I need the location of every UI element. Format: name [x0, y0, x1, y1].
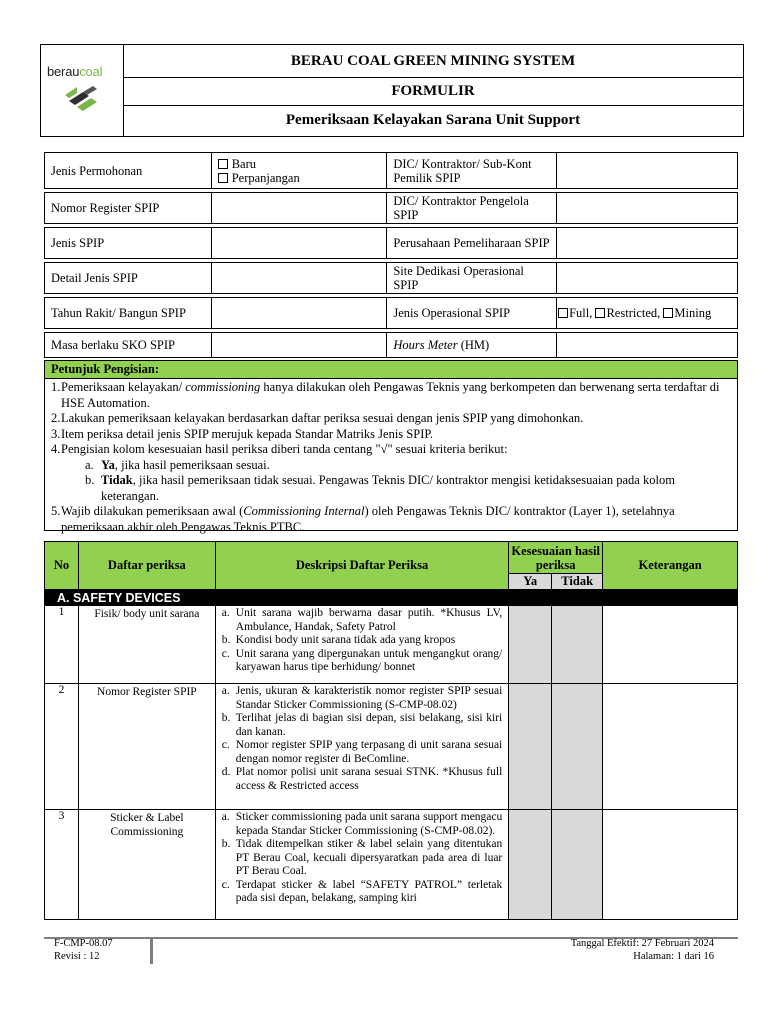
instructions-title: Petunjuk Pengisian:	[45, 361, 737, 379]
checklist-row	[45, 810, 738, 920]
green-mining-logo-icon	[63, 83, 99, 113]
field-tahun-rakit[interactable]	[211, 298, 387, 329]
description-item: b. Kondisi body unit sarana tidak ada yang kropos	[221, 634, 456, 646]
field-hours-meter[interactable]	[557, 333, 738, 358]
cell-tidak[interactable]	[552, 684, 603, 810]
col-header-tidak: Tidak	[552, 574, 603, 590]
form-subtitle: Pemeriksaan Kelayakan Sarana Unit Support	[285, 112, 581, 128]
section-safety-devices: A. SAFETY DEVICES	[45, 590, 738, 606]
instruction-item: 2. Lakukan pemeriksaan kelayakan berdasarkan daftar periksa sesuai dengan jenis SPIP yang dimohonkan.	[51, 411, 584, 425]
description-item: a. Sticker commissioning pada unit sarana support mengacu kepada Standar Sticker Commissioning (S-CMP-08.02).	[221, 811, 503, 837]
field-nomor-register[interactable]	[211, 193, 387, 224]
row-description	[215, 810, 508, 920]
label-jenis-spip: Jenis SPIP	[45, 228, 212, 259]
label-perusahaan-pemeliharaan: Perusahaan Pemeliharaan SPIP	[387, 228, 557, 259]
instruction-item: 3. Item periksa detail jenis SPIP merujuk kepada Standar Matriks Jenis SPIP.	[51, 426, 434, 441]
checkbox-perpanjangan[interactable]	[218, 173, 228, 183]
jenis-operasional-options	[557, 298, 738, 329]
cell-keterangan[interactable]	[603, 810, 738, 920]
checkbox-baru[interactable]	[218, 159, 228, 169]
col-header-ya: Ya	[509, 574, 552, 590]
checklist-table	[44, 541, 738, 920]
instruction-item: 4. Pengisian kolom kesesuaian hasil periksa diberi tanda centang "√" sesuai kriteria berikut:	[51, 442, 508, 456]
row-number: 2	[45, 684, 79, 810]
instruction-subitem: a. Ya, jika hasil pemeriksaan sesuai.	[85, 457, 270, 472]
label-hours-meter	[387, 333, 557, 358]
row-checkpoint-name: Sticker & Label Commissioning	[78, 810, 215, 920]
label-site-dedikasi: Site Dedikasi Operasional SPIP	[387, 263, 557, 294]
field-dic-pemilik[interactable]	[557, 153, 738, 189]
description-item: b. Tidak ditempelkan stiker & label selain yang ditentukan PT Berau Coal, kecuali dipersyaratkan pada area di luar PT Berau Coal.	[221, 838, 503, 877]
option-mining: Mining	[674, 306, 712, 320]
row-checkpoint-name: Fisik/ body unit sarana	[78, 606, 215, 684]
field-detail-jenis[interactable]	[211, 263, 387, 294]
label-masa-berlaku: Masa berlaku SKO SPIP	[45, 333, 212, 358]
col-header-keterangan: Keterangan	[603, 542, 738, 590]
page-number: Halaman: 1 dari 16	[633, 950, 714, 962]
cell-tidak[interactable]	[552, 810, 603, 920]
field-jenis-spip[interactable]	[211, 228, 387, 259]
footer-right	[571, 938, 714, 963]
option-restricted: Restricted,	[606, 306, 661, 320]
application-form	[44, 152, 738, 358]
field-perusahaan-pemeliharaan[interactable]	[557, 228, 738, 259]
hm-unit: (HM)	[460, 338, 490, 352]
row-number: 3	[45, 810, 79, 920]
field-site-dedikasi[interactable]	[557, 263, 738, 294]
revision: Revisi : 12	[54, 950, 100, 962]
document-header	[40, 44, 744, 137]
description-item: a. Unit sarana wajib berwarna dasar putih. *Khusus LV, Ambulance, Handak, Safety Patrol	[221, 607, 503, 633]
col-header-deskripsi: Deskripsi Daftar Periksa	[215, 542, 508, 590]
checkbox-full[interactable]	[558, 308, 568, 318]
label-dic-pemilik: DIC/ Kontraktor/ Sub-Kont Pemilik SPIP	[387, 153, 557, 189]
field-masa-berlaku[interactable]	[211, 333, 387, 358]
checkbox-mining[interactable]	[663, 308, 673, 318]
row-number: 1	[45, 606, 79, 684]
row-description	[215, 606, 508, 684]
description-item: a. Jenis, ukuran & karakteristik nomor register SPIP sesuai Standar Sticker Commissioning (S-CMP-08.02)	[221, 685, 503, 711]
label-dic-pengelola: DIC/ Kontraktor Pengelola SPIP	[387, 193, 557, 224]
form-code: F-CMP-08.07	[54, 938, 113, 949]
instructions-box	[44, 360, 738, 534]
description-item: b. Terlihat jelas di bagian sisi depan, sisi belakang, sisi kiri dan kanan.	[221, 712, 503, 738]
instruction-subitem: b. Tidak, jika hasil pemeriksaan tidak sesuai. Pengawas Teknis DIC/ kontraktor mengisi ketidaksesuaian pada kolom keterangan.	[85, 473, 675, 503]
field-dic-pengelola[interactable]	[557, 193, 738, 224]
col-header-kesesuaian: Kesesuaian hasil periksa	[509, 542, 603, 574]
description-item: c. Terdapat sticker & label “SAFETY PATROL” terletak pada sisi depan, belakang, samping kiri	[221, 878, 503, 904]
effective-date: Tanggal Efektif: 27 Februari 2024	[570, 938, 714, 949]
label-nomor-register: Nomor Register SPIP	[45, 193, 212, 224]
description-item: c. Unit sarana yang dipergunakan untuk mengangkut orang/ karyawan harus tipe berhidung/ bonnet	[221, 647, 503, 673]
label-jenis-operasional: Jenis Operasional SPIP	[387, 298, 557, 329]
system-title: BERAU COAL GREEN MINING SYSTEM	[123, 45, 743, 78]
option-full: Full,	[569, 306, 593, 320]
col-header-daftar: Daftar periksa	[78, 542, 215, 590]
cell-keterangan[interactable]	[603, 684, 738, 810]
row-checkpoint-name: Nomor Register SPIP	[78, 684, 215, 810]
label-tahun-rakit: Tahun Rakit/ Bangun SPIP	[45, 298, 212, 329]
instruction-item: 5. Wajib dilakukan pemeriksaan awal (Commissioning Internal) oleh Pengawas Teknis DIC/ kontraktor (Layer 1), setelahnya pemeriksaan akhir oleh Pengawas Teknis PTBC.	[51, 504, 675, 534]
berau-coal-logo: beraucoal	[47, 64, 103, 79]
label-jenis-permohonan: Jenis Permohonan	[45, 153, 212, 189]
logo-cell	[41, 45, 124, 136]
label-detail-jenis: Detail Jenis SPIP	[45, 263, 212, 294]
checkbox-restricted[interactable]	[595, 308, 605, 318]
cell-ya[interactable]	[509, 606, 552, 684]
hours-meter-text: Hours Meter	[393, 338, 458, 352]
description-item: c. Nomor register SPIP yang terpasang di unit sarana sesuai dengan nomor register di BeComline.	[221, 739, 503, 765]
option-baru: Baru	[231, 156, 256, 171]
option-perpanjangan: Perpanjangan	[231, 170, 300, 185]
cell-ya[interactable]	[509, 810, 552, 920]
checklist-row	[45, 684, 738, 810]
row-description	[215, 684, 508, 810]
description-item: d. Plat nomor polisi unit sarana sesuai STNK. *Khusus full access & Restricted access	[221, 766, 503, 792]
instructions-body	[45, 379, 737, 536]
instruction-item: 1. Pemeriksaan kelayakan/ commissioning hanya dilakukan oleh Pengawas Teknis yang berkompeten dan berwenang serta terdaftar di HSE Automation.	[51, 380, 720, 410]
footer-separator	[150, 937, 153, 964]
permohonan-options	[211, 153, 387, 189]
form-label: FORMULIR	[123, 77, 743, 106]
checklist-row	[45, 606, 738, 684]
cell-keterangan[interactable]	[603, 606, 738, 684]
cell-tidak[interactable]	[552, 606, 603, 684]
cell-ya[interactable]	[509, 684, 552, 810]
col-header-no: No	[45, 542, 79, 590]
footer-left	[54, 938, 113, 963]
